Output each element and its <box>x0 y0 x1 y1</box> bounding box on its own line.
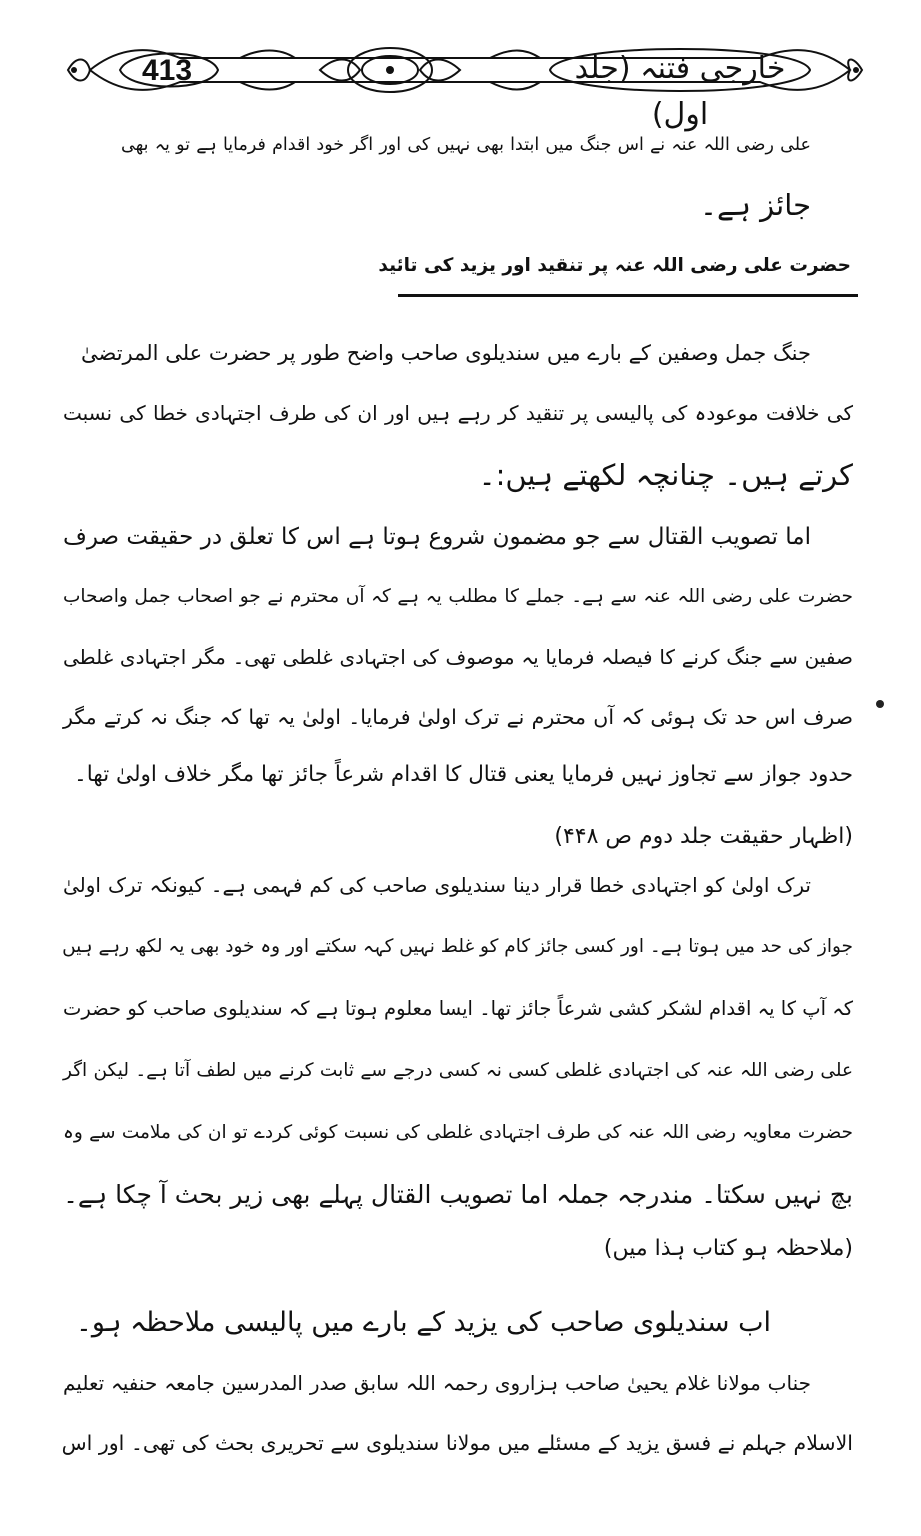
text-line: اب سندیلوی صاحب کی یزید کے بارے میں پالیسی ملاحظہ ہو۔ <box>76 1307 771 1338</box>
quote-line: صرف اس حد تک ہوئی کہ آں محترم نے ترک اولیٰ فرمایا۔ اولیٰ یہ تھا کہ جنگ نہ کرتے مگر <box>63 705 853 729</box>
book-title: خارجی فتنہ (جلد اول) <box>574 51 786 132</box>
text-line: علی رضی اللہ عنہ کی اجتہادی غلطی کسی نہ کسی درجے سے ثابت کرنے میں لطف آتا ہے۔ لیکن اگر <box>63 1060 853 1081</box>
margin-dot <box>876 700 884 708</box>
citation: (اظہار حقیقت جلد دوم ص ۴۴۸) <box>554 824 853 849</box>
heading-underline <box>398 294 858 297</box>
quote-line: حضرت علی رضی اللہ عنہ سے ہے۔ جملے کا مطلب یہ ہے کہ آں محترم نے جو اصحاب جمل واصحاب <box>63 586 853 607</box>
text-line: جناب مولانا غلام یحییٰ صاحب ہزاروی رحمہ اللہ سابق صدر المدرسین جامعہ حنفیہ تعلیم <box>63 1371 811 1395</box>
text-line: کہ آپ کا یہ اقدام لشکر کشی شرعاً جائز تھا۔ ایسا معلوم ہوتا ہے کہ سندیلوی صاحب کو حضرت <box>63 997 853 1020</box>
text-line: جائز ہے۔ <box>699 188 811 222</box>
text-line: حضرت معاویہ رضی اللہ عنہ کی طرف اجتہادی غلطی کی نسبت کوئی کردے تو ان کی ملامت سے وہ <box>63 1122 853 1143</box>
section-heading: حضرت علی رضی اللہ عنہ پر تنقید اور یزید کی تائید <box>378 255 851 276</box>
page-number: 413 <box>141 54 193 87</box>
citation: (ملاحظہ ہو کتاب ہذا میں) <box>603 1236 853 1261</box>
text-line: کرتے ہیں۔ چنانچہ لکھتے ہیں:۔ <box>478 458 853 492</box>
quote-line: حدود جواز سے تجاوز نہیں فرمایا یعنی قتال کا اقدام شرعاً جائز تھا مگر خلاف اولیٰ تھا۔ <box>74 762 853 787</box>
text-line: جواز کی حد میں ہوتا ہے۔ اور کسی جائز کام کو غلط نہیں کہہ سکتے اور وہ خود بھی یہ لکھ رہے ہیں <box>62 936 853 957</box>
text-line: ترک اولیٰ کو اجتہادی خطا قرار دینا سندیلوی صاحب کی کم فہمی ہے۔ کیونکہ ترک اولیٰ <box>63 873 811 897</box>
text-line: علی رضی اللہ عنہ نے اس جنگ میں ابتدا بھی نہیں کی اور اگر خود اقدام فرمایا ہے تو یہ بھی <box>121 135 811 155</box>
text-line: جنگ جمل وصفین کے بارے میں سندیلوی صاحب واضح طور پر حضرت علی المرتضیٰ <box>81 341 811 365</box>
text-line: کی خلافت موعودہ کی پالیسی پر تنقید کر رہے ہیں اور ان کی طرف اجتہادی خطا کی نسبت <box>63 401 853 425</box>
text-line: الاسلام جہلم نے فسق یزید کے مسئلے میں مولانا سندیلوی سے تحریری بحث کی تھی۔ اور اس <box>61 1431 853 1455</box>
text-line: بچ نہیں سکتا۔ مندرجہ جملہ اما تصویب القتال پہلے بھی زیر بحث آ چکا ہے۔ <box>63 1180 853 1209</box>
quote-line: اما تصویب القتال سے جو مضمون شروع ہوتا ہے اس کا تعلق در حقیقت صرف <box>63 524 811 550</box>
quote-line: صفین سے جنگ کرنے کا فیصلہ فرمایا یہ موصوف کی اجتہادی غلطی تھی۔ مگر اجتہادی غلطی <box>63 645 853 669</box>
page-header <box>60 28 870 132</box>
